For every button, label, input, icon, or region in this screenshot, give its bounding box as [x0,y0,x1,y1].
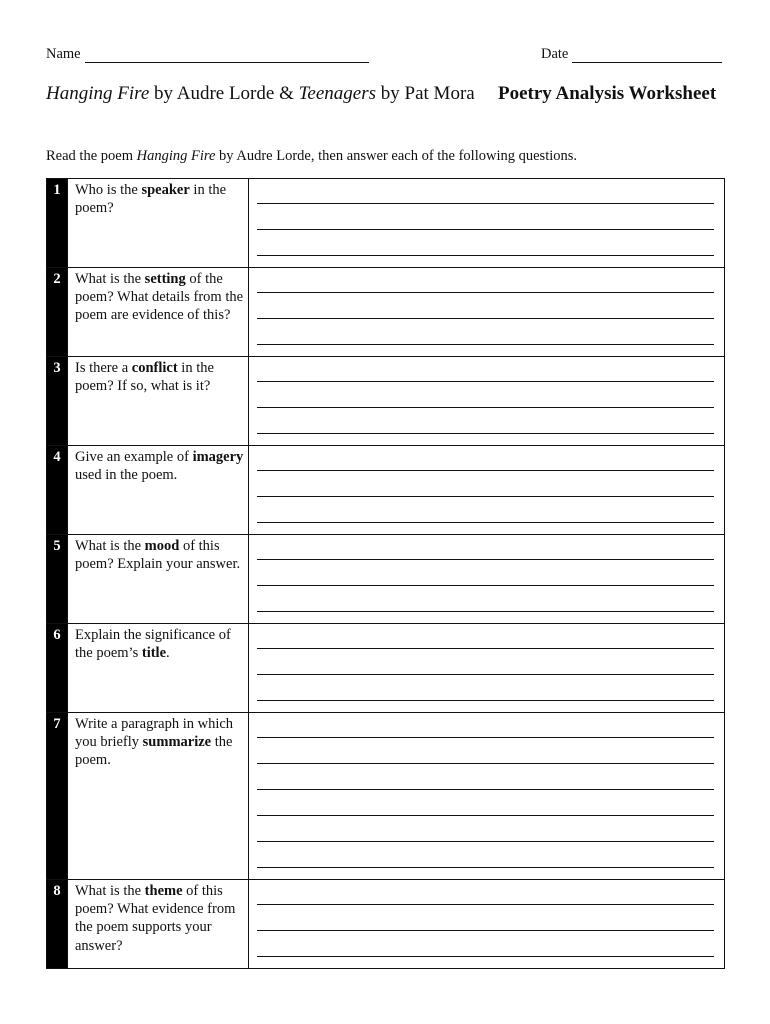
poem-author-1: by Audre Lorde & [149,83,299,104]
question-keyword: theme [144,883,183,899]
question-text-pre: Write a paragraph in which you briefly [75,716,234,751]
question-text-pre: Explain the significance of the poem’s [75,627,231,662]
question-text-post: the poem. [75,734,233,769]
answer-line[interactable] [257,816,714,842]
question-keyword: conflict [131,360,178,376]
question-table [46,178,725,969]
answer-line[interactable] [257,446,714,471]
answer-line[interactable] [257,738,714,764]
answer-line[interactable] [257,179,714,204]
answer-line[interactable] [257,204,714,230]
answer-line[interactable] [257,268,714,293]
question-text-post: of the poem? What details from the poem are evidence of this? [75,271,244,324]
answer-line[interactable] [257,382,714,408]
answer-line[interactable] [257,230,714,256]
name-label: Name [46,46,81,62]
name-blank[interactable] [85,48,369,63]
question-text [68,624,249,713]
answer-area[interactable] [249,880,725,969]
answer-line[interactable] [257,764,714,790]
question-number: 7 [47,713,68,880]
question-row [47,268,725,357]
answer-area[interactable] [249,713,725,880]
question-text-post: in the poem? [75,182,227,217]
answer-line[interactable] [257,713,714,738]
question-number: 1 [47,179,68,268]
question-row [47,446,725,535]
question-keyword: mood [144,538,180,554]
answer-area[interactable] [249,446,725,535]
question-number: 4 [47,446,68,535]
date-field[interactable] [541,46,722,63]
question-text [68,446,249,535]
answer-area[interactable] [249,357,725,446]
question-text-post: used in the poem. [75,467,178,484]
question-keyword: summarize [142,734,212,751]
question-number: 5 [47,535,68,624]
instructions-pre: Read the poem [46,148,137,164]
question-text-pre: What is the [75,538,145,554]
answer-line[interactable] [257,560,714,586]
question-keyword: setting [144,271,186,287]
question-keyword: title [141,645,167,662]
instructions-poem: Hanging Fire [136,148,216,164]
answer-line[interactable] [257,586,714,612]
question-number: 3 [47,357,68,446]
answer-line[interactable] [257,535,714,560]
answer-line[interactable] [257,790,714,816]
worksheet-title: Poetry Analysis Worksheet [498,83,717,104]
answer-line[interactable] [257,905,714,931]
poem-title-2: Teenagers [298,83,377,104]
answer-line[interactable] [257,408,714,434]
question-text-pre: What is the [75,883,145,899]
question-text [68,268,249,357]
instructions [46,148,577,165]
question-text [68,179,249,268]
question-keyword: speaker [141,182,190,198]
question-text [68,357,249,446]
question-row [47,624,725,713]
question-row [47,179,725,268]
answer-line[interactable] [257,842,714,868]
question-number: 8 [47,880,68,969]
answer-line[interactable] [257,319,714,345]
date-blank[interactable] [572,48,722,63]
question-text [68,535,249,624]
answer-line[interactable] [257,497,714,523]
question-row [47,713,725,880]
question-text-post: . [166,645,170,662]
question-text-post: of this poem? Explain your answer. [75,538,241,573]
date-label: Date [541,46,569,62]
question-text [68,713,249,880]
question-number: 6 [47,624,68,713]
question-text [68,880,249,969]
poem-author-2: by Pat Mora [376,83,475,104]
question-text-pre: What is the [75,271,145,287]
answer-area[interactable] [249,624,725,713]
answer-area[interactable] [249,268,725,357]
answer-line[interactable] [257,675,714,701]
question-text-pre: Give an example of [75,449,193,465]
poems-title [46,83,475,105]
question-row [47,535,725,624]
question-text-post: of this poem? What evidence from the poem supports your answer? [75,883,236,954]
answer-line[interactable] [257,293,714,319]
question-keyword: imagery [192,449,244,465]
question-text-pre: Is there a [75,360,132,376]
question-text-pre: Who is the [75,182,142,198]
question-row [47,357,725,446]
name-field[interactable] [46,46,369,63]
instructions-post: by Audre Lorde, then answer each of the following questions. [215,148,578,164]
answer-area[interactable] [249,179,725,268]
answer-line[interactable] [257,931,714,957]
answer-line[interactable] [257,649,714,675]
answer-line[interactable] [257,471,714,497]
answer-area[interactable] [249,535,725,624]
question-number: 2 [47,268,68,357]
answer-line[interactable] [257,357,714,382]
question-text-post: in the poem? If so, what is it? [75,360,214,395]
answer-line[interactable] [257,880,714,905]
question-row [47,880,725,969]
answer-line[interactable] [257,624,714,649]
poem-title-1: Hanging Fire [46,83,150,104]
